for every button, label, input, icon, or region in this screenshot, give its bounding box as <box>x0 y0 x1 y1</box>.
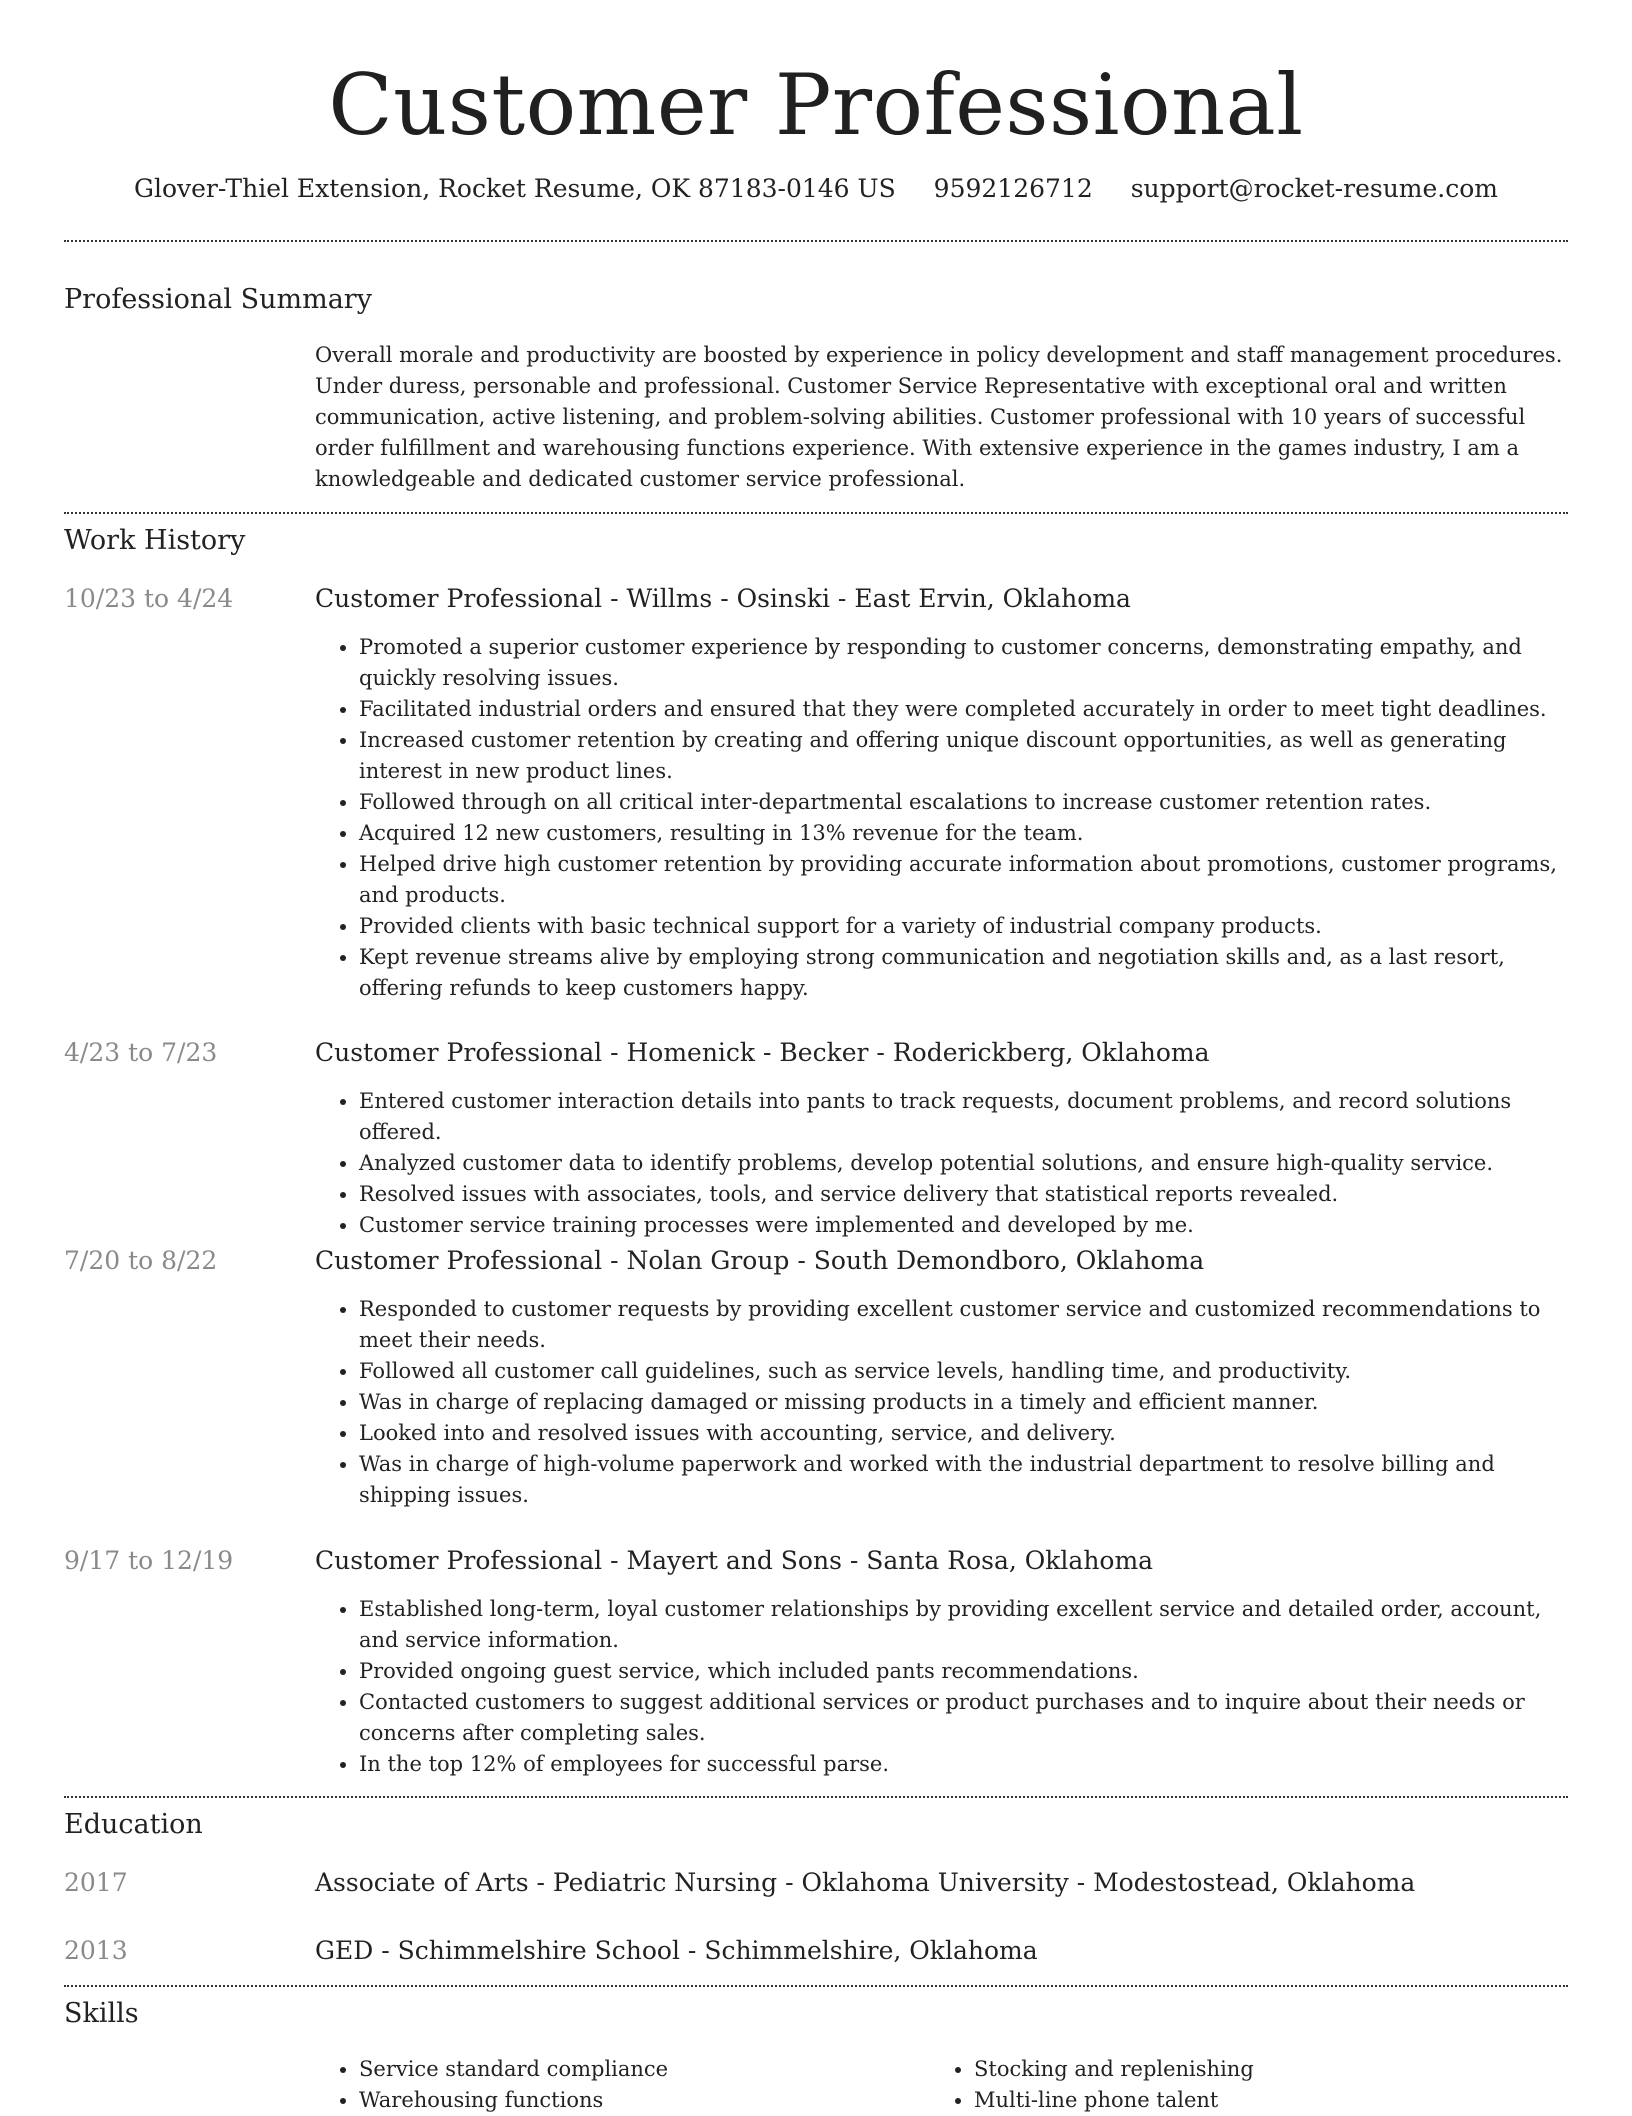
list-item: • Helped drive high customer retention by providing accurate information about promotions, customer programs, and products. <box>359 849 1568 911</box>
job-bullets <box>315 632 1568 1004</box>
job-dates: 10/23 to 4/24 <box>64 584 234 613</box>
list-item: • Followed all customer call guidelines, such as service levels, handling time, and productivity. <box>359 1356 1568 1387</box>
contact-email[interactable]: support@rocket-resume.com <box>1130 174 1498 203</box>
section-title-work-history: Work History <box>64 525 246 556</box>
list-item: • Warehousing functions <box>359 2085 895 2116</box>
candidate-name: Customer Professional <box>328 56 1304 154</box>
list-item: • Looked into and resolved issues with accounting, service, and delivery. <box>359 1418 1568 1449</box>
education-year: 2017 <box>64 1868 128 1897</box>
list-item: • Kept revenue streams alive by employing strong communication and negotiation skills and, as a last resort, offering refunds to keep customers happy. <box>359 942 1568 1004</box>
divider <box>64 512 1568 514</box>
divider <box>64 1985 1568 1987</box>
skills-list-right <box>930 2054 1510 2116</box>
job-title: Customer Professional - Mayert and Sons - Santa Rosa, Oklahoma <box>315 1546 1154 1575</box>
divider <box>64 1796 1568 1798</box>
education-year: 2013 <box>64 1936 128 1965</box>
job-bullets <box>315 1594 1568 1780</box>
contact-phone: 9592126712 <box>933 174 1093 203</box>
skills-list-left <box>315 2054 895 2116</box>
list-item: • Multi-line phone talent <box>974 2085 1510 2116</box>
list-item: • In the top 12% of employees for successful parse. <box>359 1749 1568 1780</box>
list-item: • Contacted customers to suggest additional services or product purchases and to inquire about their needs or concerns after completing sales. <box>359 1687 1568 1749</box>
list-item: • Stocking and replenishing <box>974 2054 1510 2085</box>
education-degree: Associate of Arts - Pediatric Nursing - Oklahoma University - Modestostead, Oklahoma <box>315 1868 1416 1897</box>
list-item: • Increased customer retention by creating and offering unique discount opportunities, as well as generating interest in new product lines. <box>359 725 1568 787</box>
list-item: • Acquired 12 new customers, resulting in 13% revenue for the team. <box>359 818 1568 849</box>
section-title-education: Education <box>64 1809 203 1840</box>
education-degree: GED - Schimmelshire School - Schimmelshire, Oklahoma <box>315 1936 1038 1965</box>
contact-line <box>0 170 1632 208</box>
list-item: • Followed through on all critical inter-departmental escalations to increase customer retention rates. <box>359 787 1568 818</box>
list-item: • Responded to customer requests by providing excellent customer service and customized recommendations to meet their needs. <box>359 1294 1568 1356</box>
job-bullets <box>315 1294 1568 1511</box>
job-bullets <box>315 1086 1568 1241</box>
list-item: • Analyzed customer data to identify problems, develop potential solutions, and ensure high-quality service. <box>359 1148 1568 1179</box>
list-item: • Established long-term, loyal customer relationships by providing excellent service and detailed order, account, and service information. <box>359 1594 1568 1656</box>
summary-text: Overall morale and productivity are boosted by experience in policy development and staff management procedures. Under duress, personable and professional. Customer Service Representative with exceptional oral and written communication, active listening, and problem-solving abilities. Customer professional with 10 years of successful order fulfillment and warehousing functions experience. With extensive experience in the games industry, I am a knowledgeable and dedicated customer service professional. <box>315 343 1563 491</box>
list-item: • Resolved issues with associates, tools, and service delivery that statistical reports revealed. <box>359 1179 1568 1210</box>
job-title: Customer Professional - Nolan Group - South Demondboro, Oklahoma <box>315 1246 1205 1275</box>
list-item: • Customer service training processes were implemented and developed by me. <box>359 1210 1568 1241</box>
divider <box>64 240 1568 242</box>
list-item: • Promoted a superior customer experience by responding to customer concerns, demonstrating empathy, and quickly resolving issues. <box>359 632 1568 694</box>
section-title-summary: Professional Summary <box>64 284 372 315</box>
list-item: • Entered customer interaction details into pants to track requests, document problems, and record solutions offered. <box>359 1086 1568 1148</box>
contact-address: Glover-Thiel Extension, Rocket Resume, OK 87183-0146 US <box>133 174 896 203</box>
list-item: • Service standard compliance <box>359 2054 895 2085</box>
list-item: • Was in charge of replacing damaged or missing products in a timely and efficient manner. <box>359 1387 1568 1418</box>
job-dates: 7/20 to 8/22 <box>64 1246 218 1275</box>
job-dates: 9/17 to 12/19 <box>64 1546 234 1575</box>
list-item: • Was in charge of high-volume paperwork and worked with the industrial department to resolve billing and shipping issues. <box>359 1449 1568 1511</box>
job-dates: 4/23 to 7/23 <box>64 1038 218 1067</box>
list-item: • Provided ongoing guest service, which included pants recommendations. <box>359 1656 1568 1687</box>
section-title-skills: Skills <box>64 1998 139 2029</box>
list-item: • Provided clients with basic technical support for a variety of industrial company products. <box>359 911 1568 942</box>
job-title: Customer Professional - Willms - Osinski - East Ervin, Oklahoma <box>315 584 1131 613</box>
job-title: Customer Professional - Homenick - Becker - Roderickberg, Oklahoma <box>315 1038 1210 1067</box>
list-item: • Facilitated industrial orders and ensured that they were completed accurately in order to meet tight deadlines. <box>359 694 1568 725</box>
